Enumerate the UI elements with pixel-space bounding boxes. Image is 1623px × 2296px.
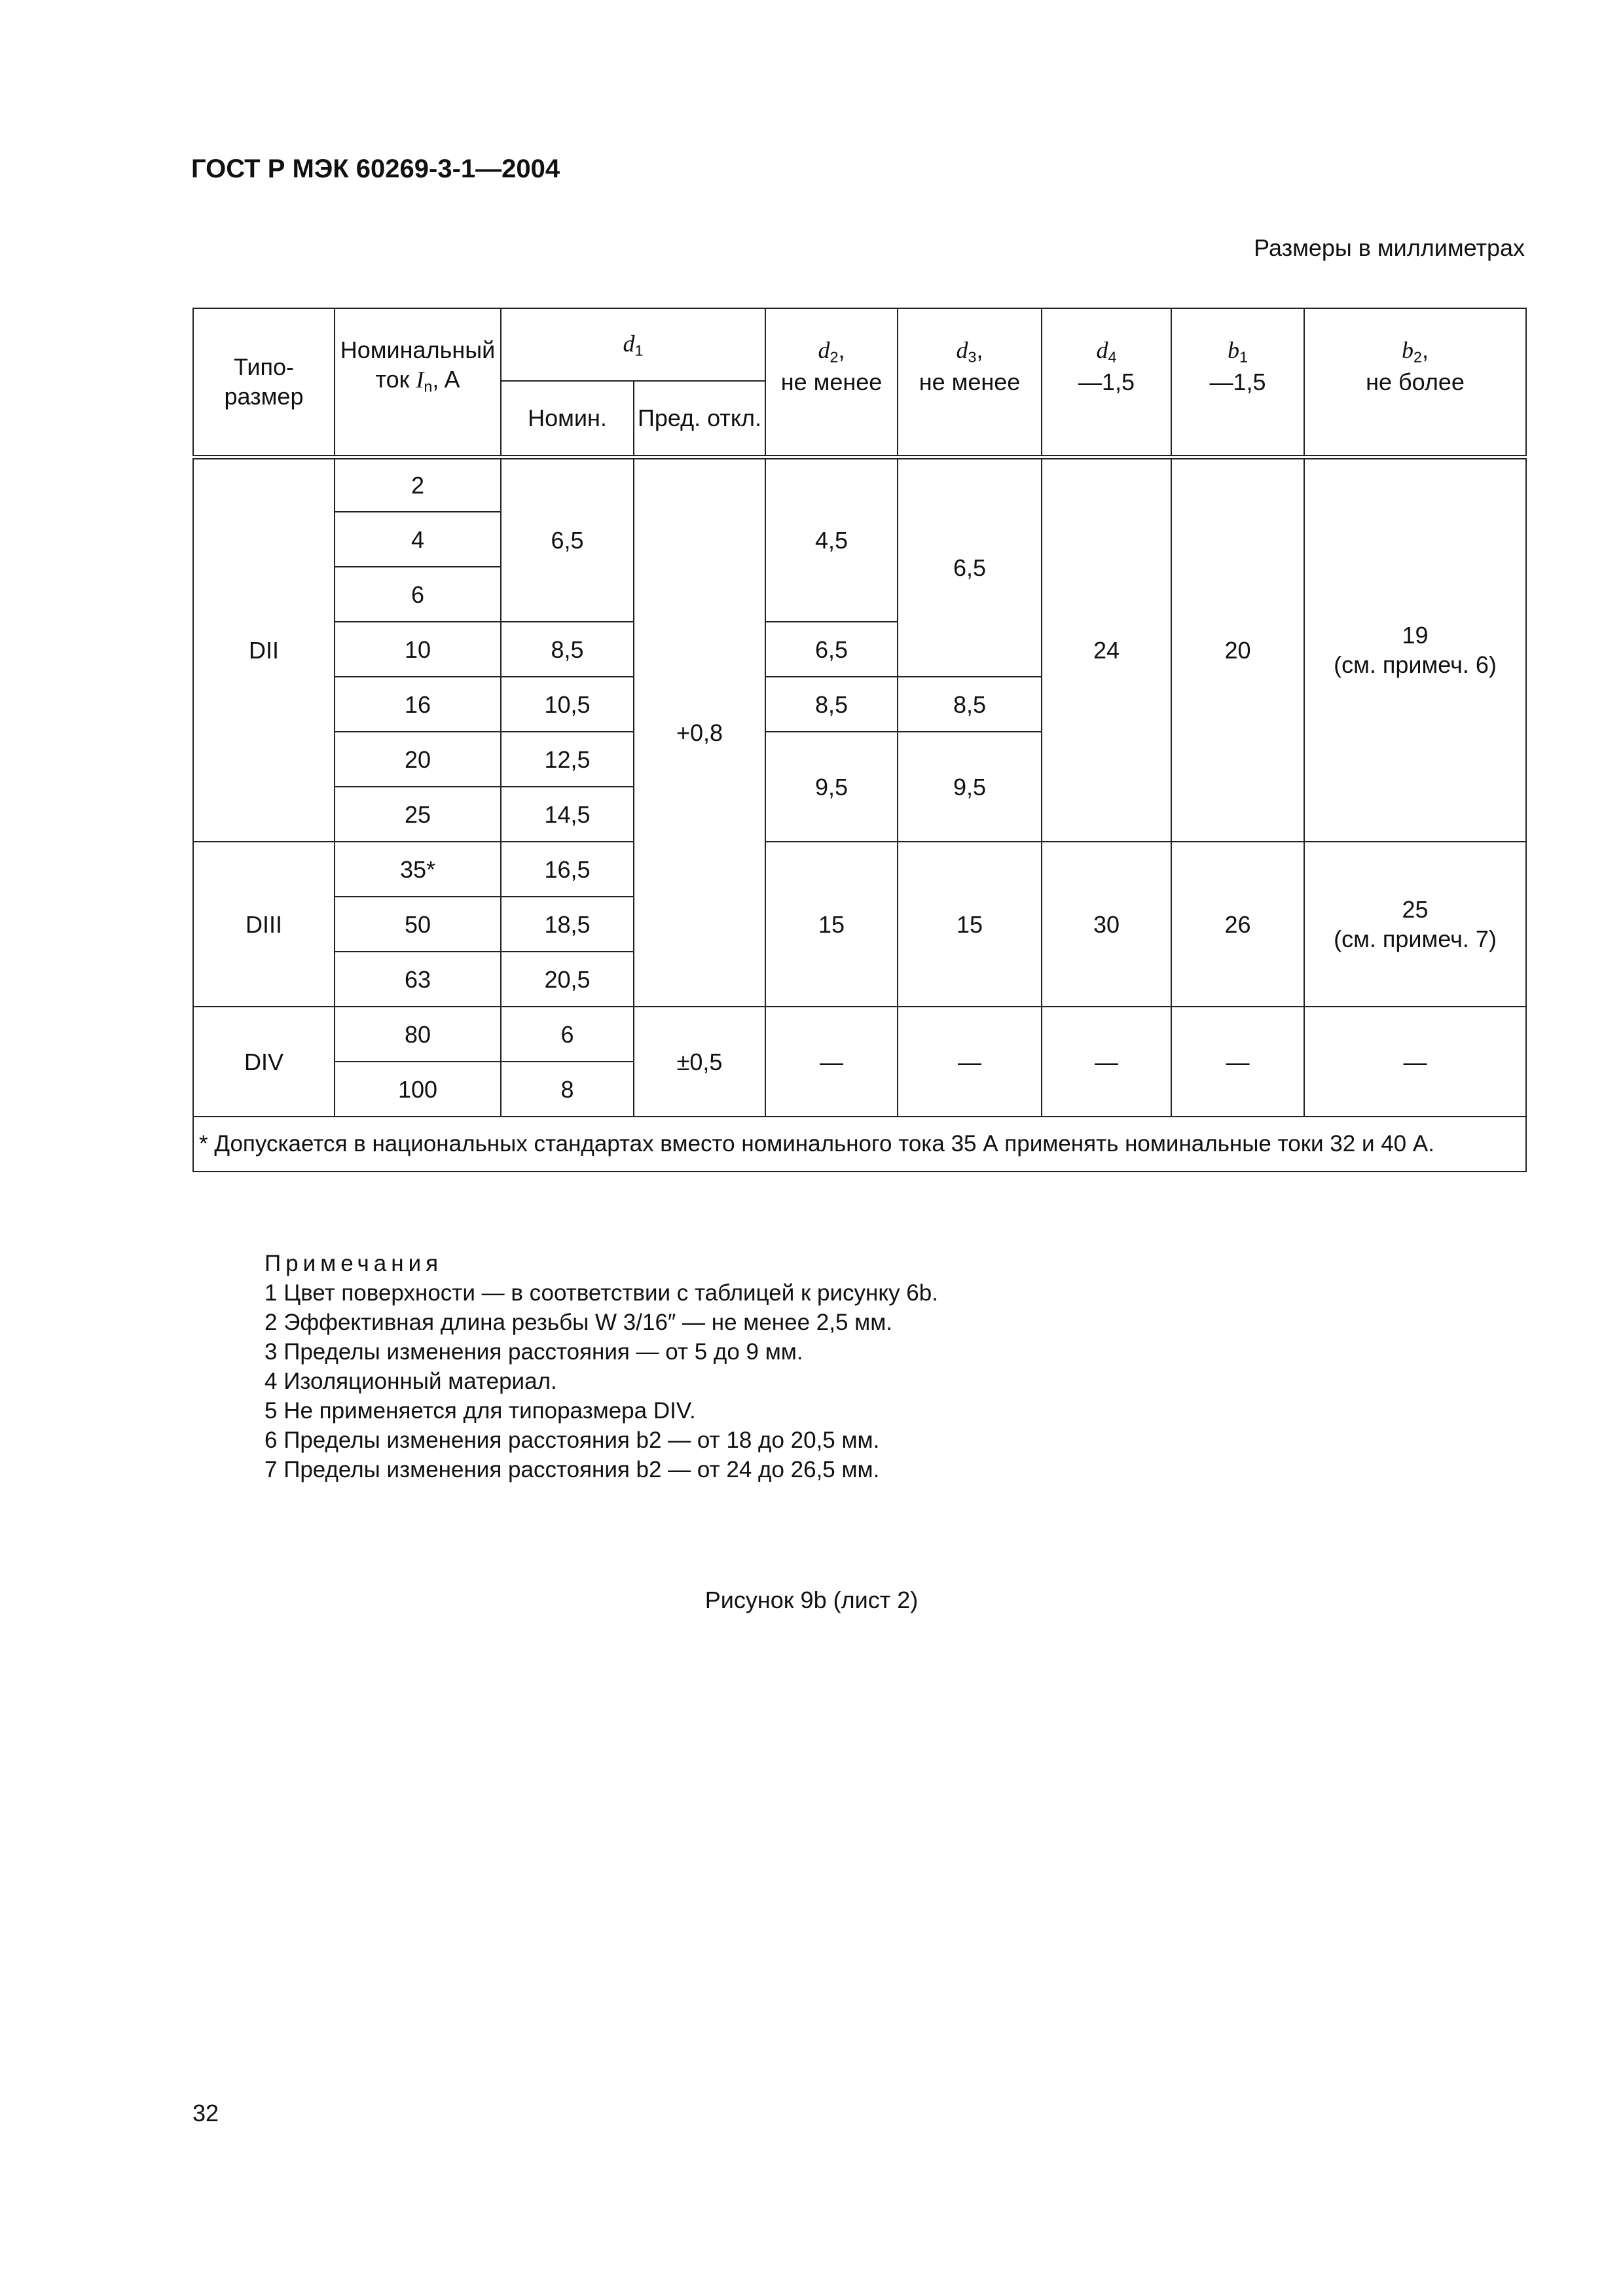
col-header-rated-current: Номинальный ток $I_n$, A: [335, 308, 501, 457]
rated-current-cell: 4: [335, 512, 501, 567]
d2-cell: 9,5: [765, 732, 898, 842]
units-note: Размеры в миллиметрах: [1254, 234, 1525, 261]
col-header-d2: $d_2$, не менее: [765, 308, 898, 457]
page-number: 32: [192, 2100, 219, 2126]
d3-cell: —: [898, 1007, 1042, 1117]
col-header-type-size: Типо- размер: [193, 308, 335, 457]
rated-current-cell: 25: [335, 787, 501, 842]
d3-cell: 6,5: [898, 457, 1042, 677]
col-header-b1: $b_1$ —1,5: [1171, 308, 1304, 457]
b2-cell: —: [1304, 1007, 1526, 1117]
b1-cell: —: [1171, 1007, 1304, 1117]
d1-nominal-cell: 16,5: [501, 842, 634, 897]
note-item: 5 Не применяется для типоразмера DIV.: [264, 1398, 696, 1424]
d2-cell: —: [765, 1007, 898, 1117]
d1-tolerance-cell: +0,8: [634, 457, 765, 1007]
rated-current-cell: 10: [335, 622, 501, 677]
rated-current-cell: 63: [335, 952, 501, 1007]
note-item: 2 Эффективная длина резьбы W 3/16″ — не менее 2,5 мм.: [264, 1310, 893, 1335]
col-header-d3: $d_3$, не менее: [898, 308, 1042, 457]
footnote-row: [193, 1117, 1526, 1172]
d1-nominal-cell: 8,5: [501, 622, 634, 677]
d1-nominal-cell: 8: [501, 1062, 634, 1117]
note-item: 4 Изоляционный материал.: [264, 1369, 557, 1394]
type-size-cell: DIII: [193, 842, 335, 1007]
note-item: 3 Пределы изменения расстояния — от 5 до 9 мм.: [264, 1339, 803, 1365]
table-row: [193, 457, 1526, 512]
table-footnote: * Допускается в национальных стандартах вместо номинального тока 35 А применять номинальные токи 32 и 40 А.: [193, 1117, 1526, 1172]
col-header-b2: $b_2$, не более: [1304, 308, 1526, 457]
d2-cell: 15: [765, 842, 898, 1007]
col-header-d1-tolerance: Пред. откл.: [634, 381, 765, 457]
d1-nominal-cell: 20,5: [501, 952, 634, 1007]
rated-current-cell: 16: [335, 677, 501, 732]
col-header-d1-nominal: Номин.: [501, 381, 634, 457]
b1-cell: 26: [1171, 842, 1304, 1007]
note-item: 6 Пределы изменения расстояния b2 — от 18 до 20,5 мм.: [264, 1427, 880, 1453]
rated-current-cell: 20: [335, 732, 501, 787]
d2-cell: 8,5: [765, 677, 898, 732]
d4-cell: 30: [1042, 842, 1171, 1007]
rated-current-cell: 2: [335, 457, 501, 512]
table-row: [193, 842, 1526, 897]
b2-cell: 25 (см. примеч. 7): [1304, 842, 1526, 1007]
type-size-cell: DII: [193, 457, 335, 842]
table-row: [193, 1007, 1526, 1062]
rated-current-cell: 35*: [335, 842, 501, 897]
d1-nominal-cell: 18,5: [501, 897, 634, 952]
note-item: 1 Цвет поверхности — в соответствии с таблицей к рисунку 6b.: [264, 1280, 938, 1306]
d4-cell: 24: [1042, 457, 1171, 842]
d1-nominal-cell: 14,5: [501, 787, 634, 842]
notes-block: [264, 1249, 938, 1484]
d3-cell: 8,5: [898, 677, 1042, 732]
notes-heading: Примечания: [264, 1251, 443, 1276]
rated-current-cell: 80: [335, 1007, 501, 1062]
col-header-d4: $d_4$ —1,5: [1042, 308, 1171, 457]
col-header-d1: $d_1$: [501, 308, 765, 381]
d1-tolerance-cell: ±0,5: [634, 1007, 765, 1117]
d2-cell: 6,5: [765, 622, 898, 677]
d2-cell: 4,5: [765, 457, 898, 622]
dimensions-table: [192, 308, 1527, 1172]
note-item: 7 Пределы изменения расстояния b2 — от 24 до 26,5 мм.: [264, 1457, 880, 1482]
d3-cell: 15: [898, 842, 1042, 1007]
rated-current-cell: 50: [335, 897, 501, 952]
d1-nominal-cell: 6: [501, 1007, 634, 1062]
d1-nominal-cell: 12,5: [501, 732, 634, 787]
document-title: ГОСТ Р МЭК 60269-3-1—2004: [191, 154, 560, 183]
d3-cell: 9,5: [898, 732, 1042, 842]
b1-cell: 20: [1171, 457, 1304, 842]
b2-cell: 19 (см. примеч. 6): [1304, 457, 1526, 842]
rated-current-cell: 100: [335, 1062, 501, 1117]
figure-caption: Рисунок 9b (лист 2): [704, 1587, 919, 1613]
type-size-cell: DIV: [193, 1007, 335, 1117]
header-row-1: [193, 308, 1526, 381]
d4-cell: —: [1042, 1007, 1171, 1117]
rated-current-cell: 6: [335, 567, 501, 622]
d1-nominal-cell: 10,5: [501, 677, 634, 732]
d1-nominal-cell: 6,5: [501, 457, 634, 622]
